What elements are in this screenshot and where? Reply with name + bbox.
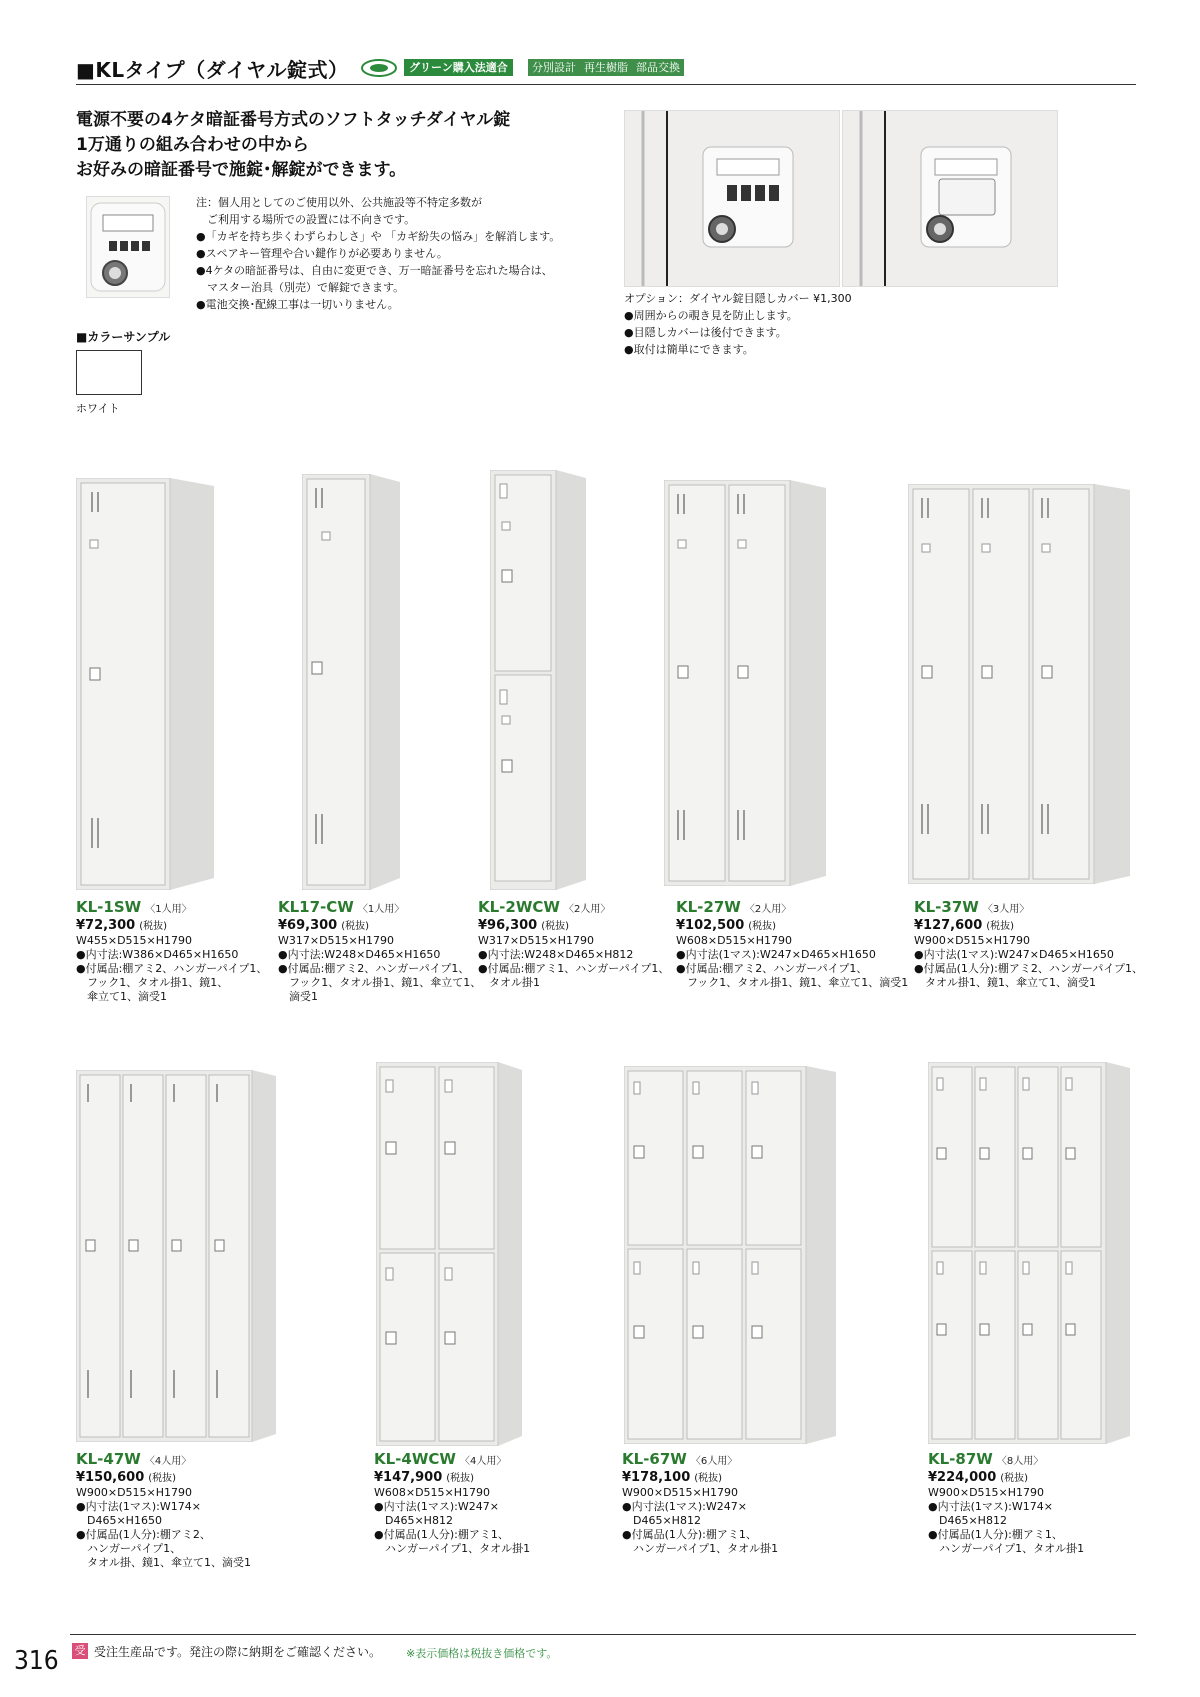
color-swatch-white	[76, 350, 142, 395]
intro-line: お好みの暗証番号で施錠･解錠ができます。	[76, 160, 407, 180]
spec-line: W900×D515×H1790	[914, 934, 1031, 947]
option-line: ●目隠しカバーは後付できます。	[624, 326, 787, 339]
note-line: マスター治具（別売）で解錠できます。	[196, 281, 405, 294]
locker-image-kl-27w	[664, 480, 826, 886]
spec-line: ●内寸法(1マス):W247×	[374, 1500, 499, 1513]
spec-line: ●内寸法:W386×D465×H1650	[76, 948, 239, 961]
note-line: ●「カギを持ち歩くわずらわしさ」や 「カギ紛失の悩み」を解消します。	[196, 230, 561, 243]
product-kl-47w	[76, 1452, 251, 1570]
spec-line: 傘立て1、滴受1	[76, 990, 167, 1003]
product-kl-4wcw	[374, 1452, 530, 1556]
spec-line: D465×H812	[622, 1514, 701, 1527]
header-rule	[76, 84, 1136, 85]
product-price: ¥96,300 (税抜)	[478, 918, 570, 933]
badge-part-exchange: 部品交換	[632, 59, 684, 76]
spec-line: フック1、タオル掛1、鏡1、傘立て1、	[278, 976, 482, 989]
product-price: ¥147,900 (税抜)	[374, 1470, 475, 1485]
product-kl-37w	[914, 900, 1143, 990]
spec-line: ●内寸法(1マス):W247×D465×H1650	[676, 948, 876, 961]
page-number: 316	[14, 1646, 59, 1676]
feature-notes	[196, 194, 560, 313]
page-title: ■KLタイプ（ダイヤル錠式）	[76, 58, 349, 82]
spec-line: ハンガーパイプ1、タオル掛1	[622, 1542, 779, 1555]
product-kl-27w	[676, 900, 908, 990]
spec-line: タオル掛1、鏡1、傘立て1、滴受1	[914, 976, 1096, 989]
intro-text	[76, 108, 510, 183]
product-kl17-cw	[278, 900, 481, 1004]
spec-line: ●内寸法(1マス):W174×	[76, 1500, 201, 1513]
spec-line: ●内寸法:W248×D465×H1650	[278, 948, 441, 961]
spec-line: ●付属品:棚アミ2、ハンガーパイプ1、	[76, 962, 268, 975]
locker-image-kl-2wcw	[490, 470, 586, 890]
eco-mark-icon	[360, 58, 398, 78]
note-line: ご利用する場所での設置には不向きです。	[196, 213, 416, 226]
product-kl-2wcw	[478, 900, 669, 990]
spec-line: ●付属品(1人分):棚アミ1、	[374, 1528, 509, 1541]
note-line: 注：個人用としてのご使用以外、公共施設等不特定多数が	[196, 196, 482, 209]
note-line: ●4ケタの暗証番号は、自由に変更でき、万一暗証番号を忘れた場合は、	[196, 264, 553, 277]
spec-line: W900×D515×H1790	[76, 1486, 193, 1499]
locker-image-kl-47w	[76, 1070, 276, 1442]
spec-line: W608×D515×H1790	[676, 934, 793, 947]
spec-line: タオル掛、鏡1、傘立て1、滴受1	[76, 1556, 251, 1569]
product-name: KL-4WCW 〈4人用〉	[374, 1450, 507, 1468]
product-name: KL-87W 〈8人用〉	[928, 1450, 1044, 1468]
product-kl-67w	[622, 1452, 778, 1556]
spec-line: ●内寸法:W248×D465×H812	[478, 948, 634, 961]
spec-line: 滴受1	[278, 990, 318, 1003]
locker-image-kl-4wcw	[376, 1062, 522, 1446]
product-price: ¥127,600 (税抜)	[914, 918, 1015, 933]
intro-line: 1万通りの組み合わせの中から	[76, 135, 309, 155]
spec-line: タオル掛1	[478, 976, 540, 989]
spec-line: W900×D515×H1790	[622, 1486, 739, 1499]
spec-line: ●内寸法(1マス):W247×D465×H1650	[914, 948, 1114, 961]
option-photo-with-cover	[842, 110, 1058, 287]
spec-line: W317×D515×H1790	[278, 934, 395, 947]
product-price: ¥224,000 (税抜)	[928, 1470, 1029, 1485]
locker-image-kl-67w	[624, 1066, 836, 1444]
option-text	[624, 290, 852, 358]
spec-line: ●付属品(1人分):棚アミ2、ハンガーパイプ1、	[914, 962, 1144, 975]
product-kl-1sw	[76, 900, 267, 1004]
spec-line: ハンガーパイプ1、	[76, 1542, 182, 1555]
spec-line: ハンガーパイプ1、タオル掛1	[928, 1542, 1085, 1555]
dial-lock-photo	[86, 196, 170, 298]
product-price: ¥178,100 (税抜)	[622, 1470, 723, 1485]
product-name: KL-1SW 〈1人用〉	[76, 898, 192, 916]
spec-line: ●付属品(1人分):棚アミ1、	[928, 1528, 1063, 1541]
spec-line: D465×H812	[374, 1514, 453, 1527]
spec-line: ●内寸法(1マス):W247×	[622, 1500, 747, 1513]
product-price: ¥69,300 (税抜)	[278, 918, 370, 933]
spec-line: D465×H1650	[76, 1514, 162, 1527]
product-price: ¥72,300 (税抜)	[76, 918, 168, 933]
spec-line: フック1、タオル掛1、鏡1、傘立て1、滴受1	[676, 976, 909, 989]
product-price: ¥150,600 (税抜)	[76, 1470, 177, 1485]
price-note: ※表示価格は税抜き価格です。	[406, 1647, 558, 1660]
product-name: KL-47W 〈4人用〉	[76, 1450, 192, 1468]
spec-line: ●付属品(1人分):棚アミ1、	[622, 1528, 757, 1541]
note-line: ●電池交換･配線工事は一切いりません。	[196, 298, 399, 311]
made-to-order-note: 受注生産品です。発注の際に納期をご確認ください。	[94, 1645, 382, 1659]
product-name: KL-27W 〈2人用〉	[676, 898, 792, 916]
spec-line: ●付属品(1人分):棚アミ2、	[76, 1528, 211, 1541]
option-line: オプション：ダイヤル錠目隠しカバー ¥1,300	[624, 292, 852, 305]
spec-line: ●付属品:棚アミ1、ハンガーパイプ1、	[478, 962, 670, 975]
product-name: KL-37W 〈3人用〉	[914, 898, 1030, 916]
color-swatch-label: ホワイト	[76, 402, 120, 415]
made-to-order-mark: 受	[72, 1643, 88, 1659]
spec-line: W317×D515×H1790	[478, 934, 595, 947]
locker-image-kl17-cw	[302, 474, 400, 890]
option-line: ●取付は簡単にできます。	[624, 343, 754, 356]
spec-line: ●付属品:棚アミ2、ハンガーパイプ1、	[278, 962, 470, 975]
footer-rule	[70, 1634, 1136, 1635]
spec-line: W900×D515×H1790	[928, 1486, 1045, 1499]
badge-separate-design: 分別設計	[528, 59, 580, 76]
color-sample-heading: ■カラーサンプル	[76, 330, 171, 344]
product-name: KL17-CW 〈1人用〉	[278, 898, 405, 916]
badge-recycled-resin: 再生樹脂	[580, 59, 632, 76]
spec-line: ●付属品:棚アミ2、ハンガーパイプ1、	[676, 962, 868, 975]
option-line: ●周囲からの覗き見を防止します。	[624, 309, 798, 322]
intro-line: 電源不要の4ケタ暗証番号方式のソフトタッチダイヤル錠	[76, 110, 511, 130]
product-price: ¥102,500 (税抜)	[676, 918, 777, 933]
spec-line: フック1、タオル掛1、鏡1、	[76, 976, 229, 989]
spec-line: W608×D515×H1790	[374, 1486, 491, 1499]
product-kl-87w	[928, 1452, 1084, 1556]
locker-image-kl-87w	[928, 1062, 1130, 1444]
spec-line: D465×H812	[928, 1514, 1007, 1527]
spec-line: ハンガーパイプ1、タオル掛1	[374, 1542, 531, 1555]
option-photo-without-cover	[624, 110, 840, 287]
note-line: ●スペアキー管理や合い鍵作りが必要ありません。	[196, 247, 448, 260]
product-name: KL-2WCW 〈2人用〉	[478, 898, 611, 916]
locker-image-kl-37w	[908, 484, 1130, 884]
spec-line: W455×D515×H1790	[76, 934, 193, 947]
product-name: KL-67W 〈6人用〉	[622, 1450, 738, 1468]
green-purchase-badge: グリーン購入法適合	[404, 59, 513, 76]
spec-line: ●内寸法(1マス):W174×	[928, 1500, 1053, 1513]
locker-image-kl-1sw	[76, 478, 214, 890]
